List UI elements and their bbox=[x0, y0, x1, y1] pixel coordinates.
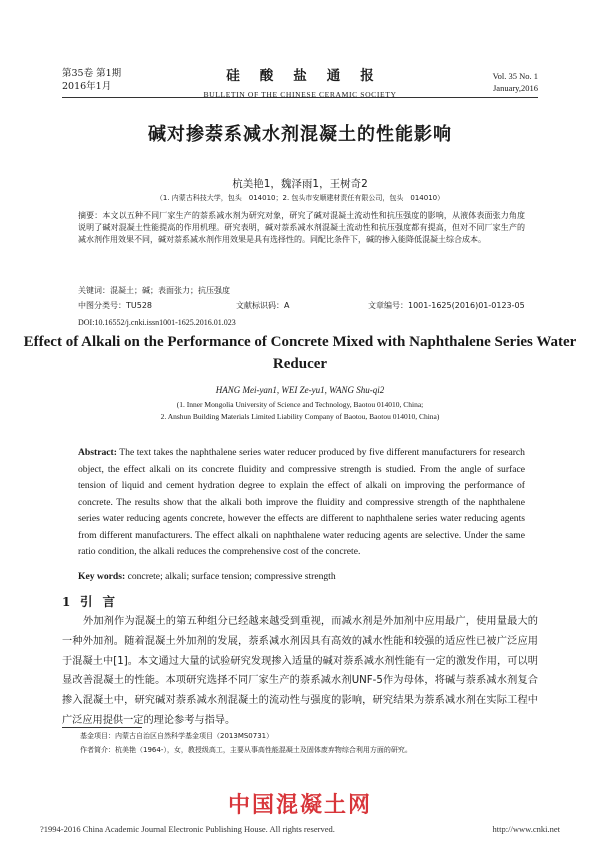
authors-cn: 杭美艳1，魏泽雨1，王树奇2 bbox=[232, 178, 368, 190]
affiliations-en bbox=[0, 399, 600, 423]
affiliations-cn: （1. 内蒙古科技大学，包头 014010；2. 包头市安顺建材责任有限公司，包头 014010） bbox=[155, 194, 445, 202]
journal-name-cn: 硅酸盐通报 bbox=[226, 68, 394, 84]
section-number: 1 bbox=[62, 595, 71, 609]
footnote-rule bbox=[62, 727, 142, 728]
authors-en: HANG Mei-yan1, WEI Ze-yu1, WANG Shu-qi2 bbox=[215, 385, 385, 395]
abstract-en-text: The text takes the naphthalene series water reducer produced by five different manufacturers for research object, the effect alkali on its concrete fluidity and compressive strength is studied. From the angle of surface tension of liquid and cement hydration degree to explain the effect of alkali on improving the performance of concrete. The results show that the alkali both improve the fluidity and compressive strength of the naphthalene series water reducing agents concrete, however the effects are different to naphthalene series water reducing agents from different manufacturers. The effect alkali on naphthalene water reducing agents are selective. Under the same ratio condition, the alkali reduces the comprehensive cost of the concrete. bbox=[78, 447, 525, 557]
abstract-cn: 摘要：本文以五种不同厂家生产的萘系减水剂为研究对象，研究了碱对混凝土流动性和抗压强度的影响，从液体表面张力角度说明了碱对混凝土性能提高的作用机理。研究表明，碱对萘系减水剂混凝土流动性和抗压强度都有提高，但对不同厂家生产的减水剂作用效果不同，碱对萘系减水剂作用效果是具有选择性的。同配比条件下，碱的掺入能降低混凝土综合成本。 bbox=[78, 211, 525, 244]
cnki-link[interactable]: http://www.cnki.net bbox=[492, 824, 560, 834]
keywords-en-label: Key words: bbox=[78, 571, 126, 582]
affiliation-en-2: 2. Anshun Building Materials Limited Liability Company of Baotou, Baotou 014010, China) bbox=[160, 412, 440, 421]
keywords-cn: 关键词：混凝土；碱；表面张力；抗压强度 bbox=[78, 286, 230, 295]
journal-name-en: BULLETIN OF THE CHINESE CERAMIC SOCIETY bbox=[203, 90, 397, 99]
keywords-en-text: concrete; alkali; surface tension; compressive strength bbox=[127, 571, 336, 582]
volume-issue: 第35卷 第1期 bbox=[62, 68, 122, 79]
doi[interactable]: DOI:10.16552/j.cnki.issn1001-1625.2016.01.023 bbox=[78, 318, 236, 327]
issue-date-en: January,2016 bbox=[492, 83, 538, 93]
clc-number: 中图分类号：TU528 bbox=[78, 301, 153, 310]
footnote-author-bio: 作者简介：杭美艳（1964-），女，教授级高工，主要从事高性能混凝土及固体废弃物综合利用方面的研究。 bbox=[80, 746, 412, 754]
volume-issue-en: Vol. 35 No. 1 bbox=[492, 71, 538, 81]
article-number: 文章编号：1001-1625(2016)01-0123-05 bbox=[368, 301, 525, 310]
copyright-text: ?1994-2016 China Academic Journal Electronic Publishing House. All rights reserved. bbox=[40, 824, 335, 834]
watermark: 中国混凝土网 bbox=[227, 793, 372, 818]
classification-row bbox=[78, 300, 525, 314]
keywords-en bbox=[78, 571, 525, 582]
affiliation-en-1: (1. Inner Mongolia University of Science and Technology, Baotou 014010, China; bbox=[176, 400, 424, 409]
abstract-en bbox=[78, 445, 525, 561]
issue-date: 2016年1月 bbox=[62, 81, 112, 92]
document-code: 文献标识码：A bbox=[236, 301, 290, 310]
journal-header bbox=[175, 64, 425, 99]
introduction-paragraph: 外加剂作为混凝土的第五种组分已经越来越受到重视，而减水剂是外加剂中应用最广，使用量最大的一种外加剂。随着混凝土外加剂的发展，萘系减水剂因具有高效的减水性能和较强的适应性已被广泛应用于混凝土中[1]。本文通过大量的试验研究发现掺入适量的碱对萘系减水剂性能有一定的激发作用，可以明显改善混凝土的性能。本项研究选择不同厂家生产的萘系减水剂UNF-5作为母体，将碱与萘系减水剂复合掺入混凝土中，研究碱对萘系减水剂混凝土的流动性与强度的影响，研究结果为萘系减水剂在实际工程中广泛应用提供一定的理论参考与指导。 bbox=[62, 616, 538, 726]
issue-info bbox=[62, 67, 121, 93]
abstract-en-label: Abstract: bbox=[78, 447, 117, 458]
footnote-funding: 基金项目：内蒙古自治区自然科学基金项目（2013MS0731） bbox=[80, 732, 274, 740]
paper-title-en: Effect of Alkali on the Performance of Concrete Mixed with Naphthalene Series Water Reducer bbox=[23, 334, 577, 372]
paper-title-cn: 碱对掺萘系减水剂混凝土的性能影响 bbox=[148, 124, 452, 145]
section-title: 引言 bbox=[80, 594, 126, 609]
issue-info-en bbox=[493, 70, 538, 94]
header-rule bbox=[62, 97, 538, 98]
